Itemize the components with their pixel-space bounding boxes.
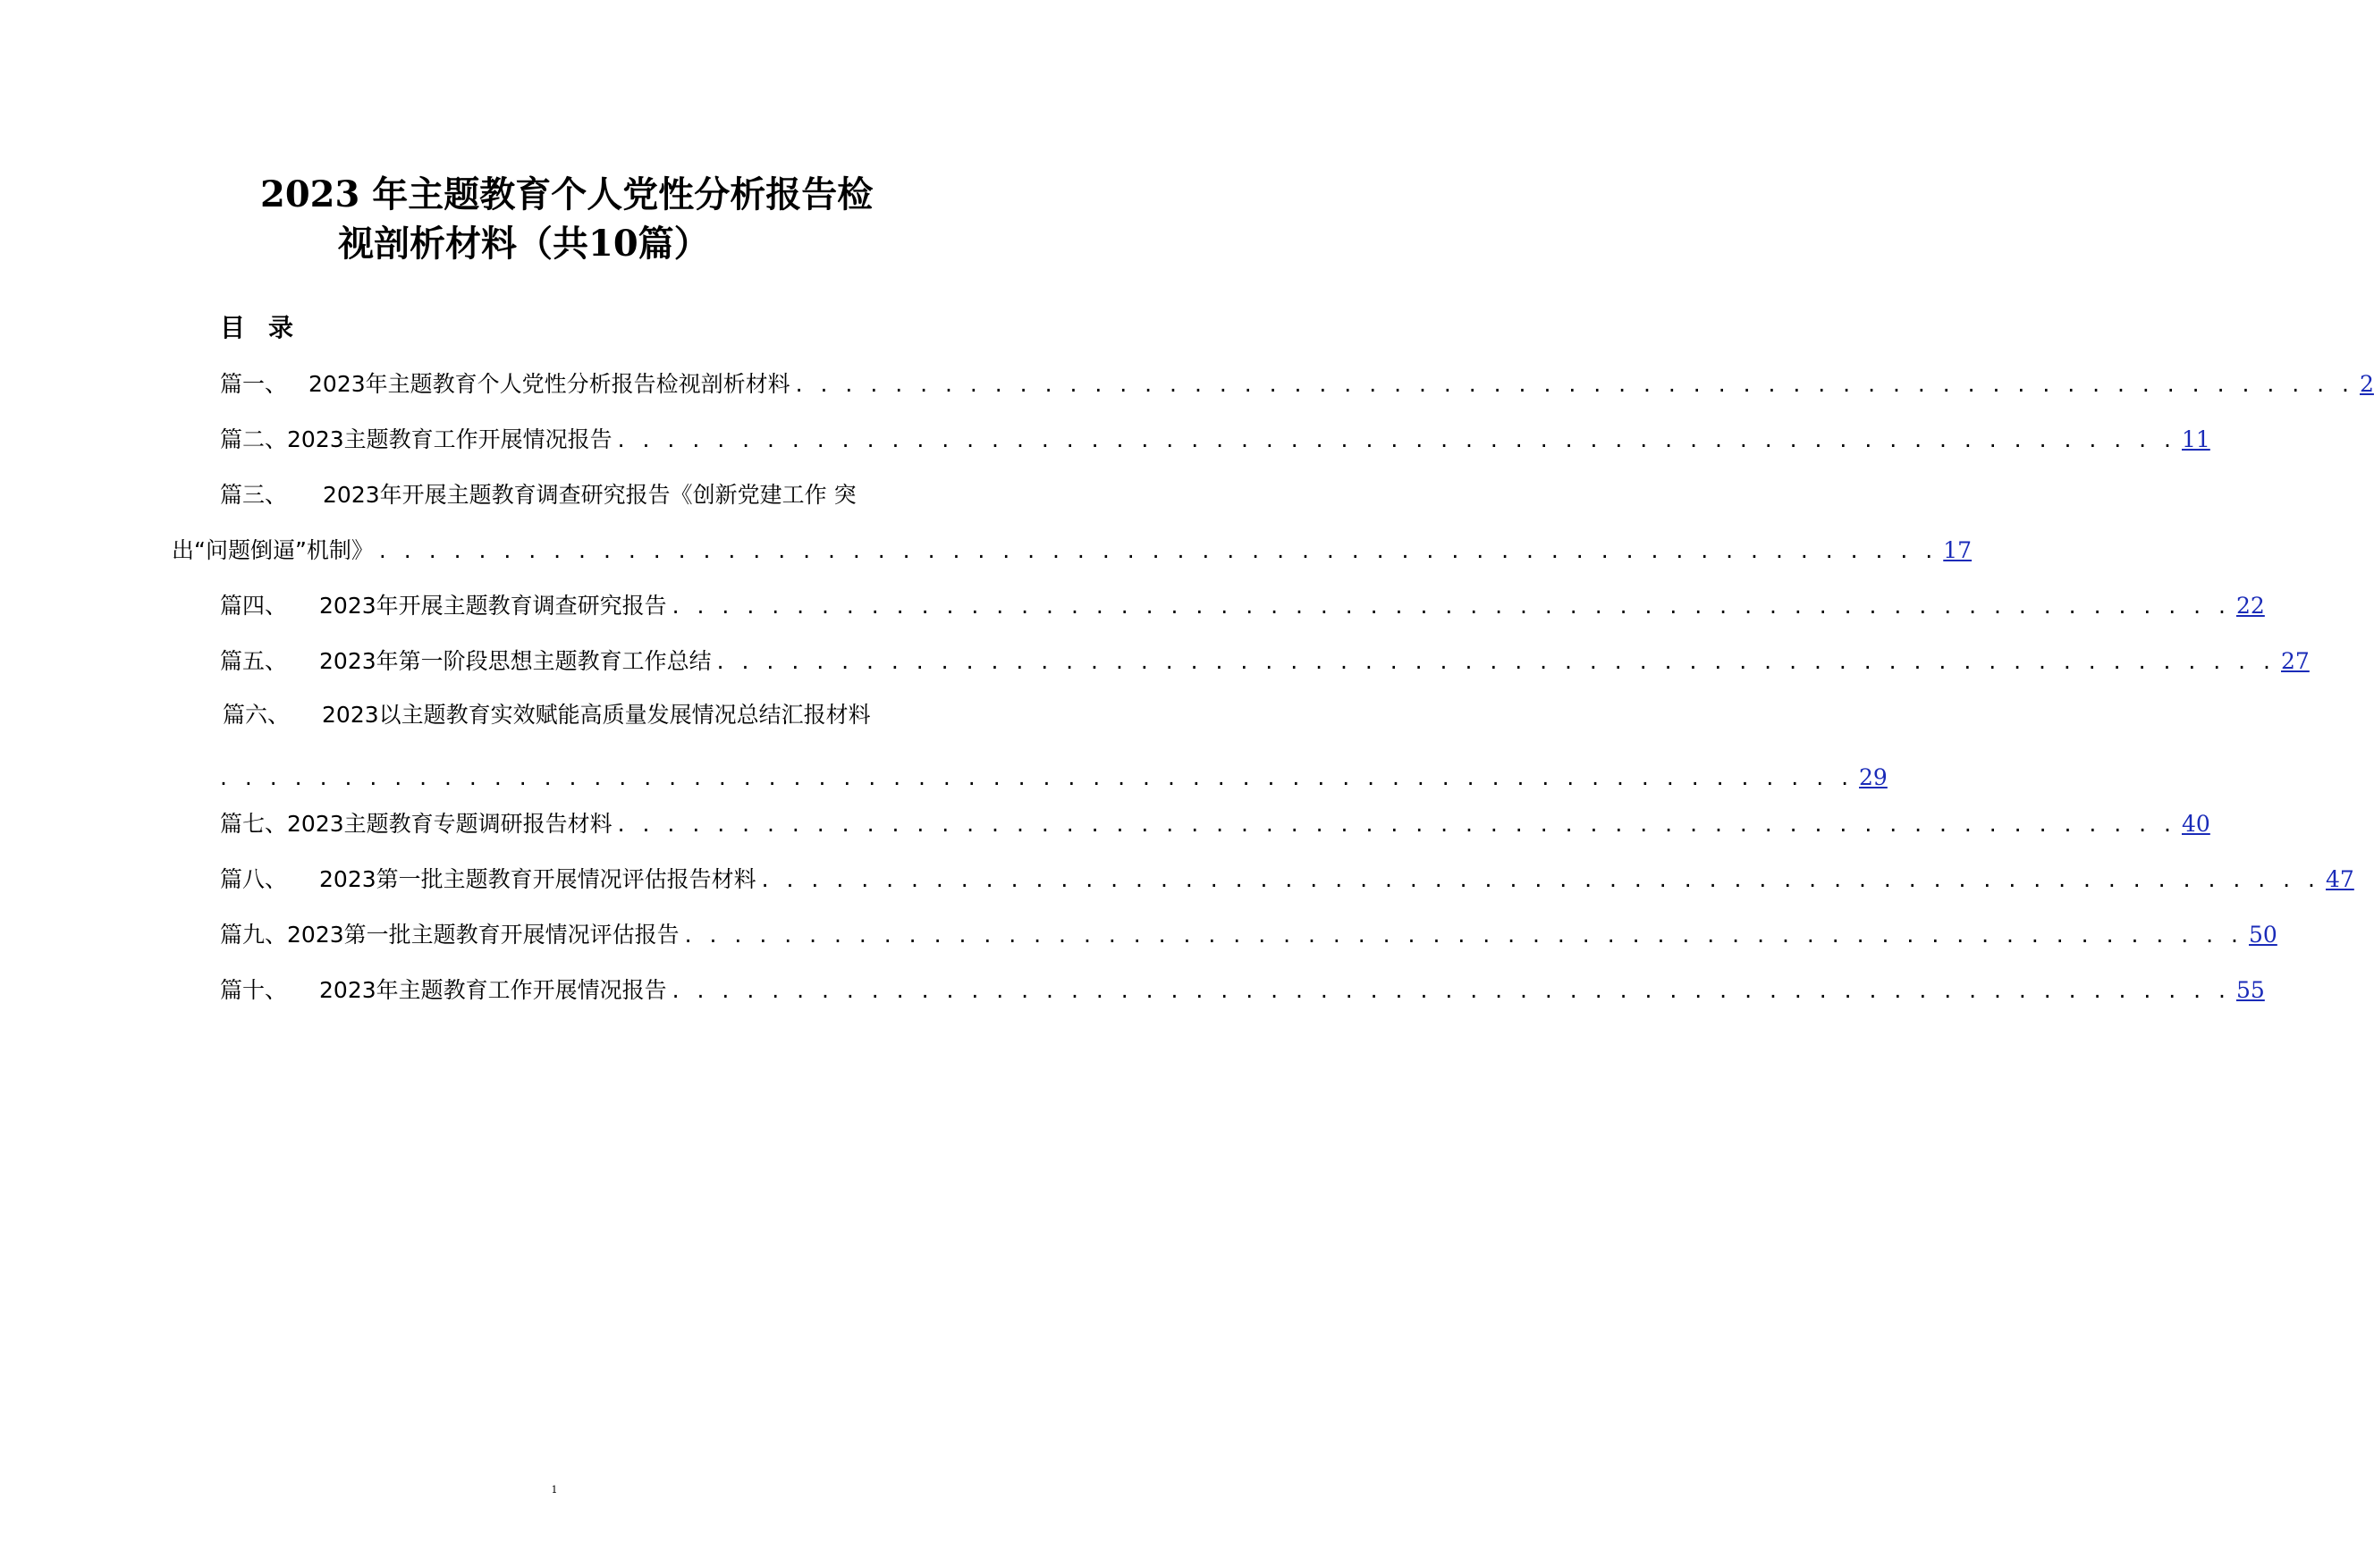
- toc-entry-label: 篇六、: [223, 702, 291, 728]
- toc-entry-text: 2023年第一阶段思想主题教育工作总结: [319, 648, 712, 674]
- toc-heading: 目录: [220, 313, 317, 342]
- toc-entry-1[interactable]: [220, 368, 2374, 400]
- toc-leader-dots: . . . . . . . . . . . . . . . . . . . . . . . . . . . . . . . . . . . . . . . . . . . . . . . . . . . . . . . . . . . . . . .: [672, 977, 2231, 1003]
- toc-leader-dots: . . . . . . . . . . . . . . . . . . . . . . . . . . . . . . . . . . . . . . . . . . . . . . . . . . . . . . . . . . . . . . .: [795, 371, 2354, 397]
- toc-page-link[interactable]: 55: [2236, 977, 2265, 1003]
- toc-page-link[interactable]: 47: [2326, 866, 2354, 892]
- page-number: 1: [551, 1484, 558, 1496]
- toc-entry-6[interactable]: [223, 699, 956, 731]
- toc-page-link[interactable]: 50: [2249, 922, 2277, 948]
- toc-entry-label: 篇八、: [220, 866, 288, 892]
- toc-leader-dots: . . . . . . . . . . . . . . . . . . . . . . . . . . . . . . . . . . . . . . . . . . . . . . . . . . . . . . . . . . . . . . . . . .: [220, 764, 1854, 790]
- toc-page-link[interactable]: 11: [2182, 426, 2210, 452]
- toc-entry-10[interactable]: [220, 974, 2265, 1007]
- toc-entry-4[interactable]: [220, 590, 2265, 622]
- toc-entry-text: 2023主题教育工作开展情况报告: [287, 426, 613, 452]
- toc-page-link[interactable]: 29: [1859, 764, 1888, 790]
- toc-entry-text-continuation: 出“问题倒逼”机制》: [172, 537, 374, 563]
- toc-entry-text: 2023年开展主题教育调查研究报告: [319, 593, 667, 619]
- toc-entry-5[interactable]: [220, 645, 2310, 678]
- toc-entry-label: 篇四、: [220, 593, 288, 619]
- toc-entry-text: 2023以主题教育实效赋能高质量发展情况总结汇报材料: [322, 702, 871, 728]
- toc-entry-label: 篇三、: [220, 482, 288, 508]
- toc-entry-7[interactable]: [220, 808, 2210, 840]
- toc-entry-label: 篇十、: [220, 977, 288, 1003]
- toc-page-link[interactable]: 22: [2236, 593, 2265, 619]
- toc-page-link[interactable]: 27: [2281, 648, 2310, 674]
- toc-leader-dots: . . . . . . . . . . . . . . . . . . . . . . . . . . . . . . . . . . . . . . . . . . . . . . . . . . . . . . . . . . . . . . .: [716, 648, 2276, 674]
- toc-entry-3[interactable]: [220, 479, 935, 511]
- toc-entry-text: 2023年主题教育个人党性分析报告检视剖析材料: [308, 371, 790, 397]
- toc-entry-text: 2023年开展主题教育调查研究报告《创新党建工作 突: [323, 482, 857, 508]
- toc-entry-label: 篇五、: [220, 648, 288, 674]
- toc-entry-text: 2023第一批主题教育开展情况评估报告材料: [319, 866, 756, 892]
- toc-leader-dots: . . . . . . . . . . . . . . . . . . . . . . . . . . . . . . . . . . . . . . . . . . . . . . . . . . . . . . . . . . . . . . .: [761, 866, 2320, 892]
- toc-page-link[interactable]: 40: [2182, 811, 2210, 837]
- toc-entry-label: 篇七、: [220, 811, 288, 837]
- toc-entry-text: 2023主题教育专题调研报告材料: [287, 811, 613, 837]
- toc-entry-label: 篇九、: [220, 922, 288, 948]
- toc-entry-9[interactable]: [220, 919, 2277, 951]
- toc-page-link[interactable]: 2: [2360, 371, 2374, 397]
- toc-leader-dots: . . . . . . . . . . . . . . . . . . . . . . . . . . . . . . . . . . . . . . . . . . . . . . . . . . . . . . . . . . . . . . .: [672, 593, 2231, 619]
- toc-entry-3-continuation[interactable]: [172, 535, 1973, 567]
- document-title-line-1: 2023 年主题教育个人党性分析报告检: [260, 173, 874, 215]
- toc-entry-label: 篇一、: [220, 371, 288, 397]
- toc-leader-dots: . . . . . . . . . . . . . . . . . . . . . . . . . . . . . . . . . . . . . . . . . . . . . . . . . . . . . . . . . . . . . . .: [378, 537, 1939, 563]
- toc-entry-text: 2023年主题教育工作开展情况报告: [319, 977, 667, 1003]
- toc-leader-dots: . . . . . . . . . . . . . . . . . . . . . . . . . . . . . . . . . . . . . . . . . . . . . . . . . . . . . . . . . . . . . . .: [617, 426, 2176, 452]
- toc-entry-label: 篇二、: [220, 426, 288, 452]
- toc-leader-dots: . . . . . . . . . . . . . . . . . . . . . . . . . . . . . . . . . . . . . . . . . . . . . . . . . . . . . . . . . . . . . . .: [617, 811, 2176, 837]
- toc-page-link[interactable]: 17: [1943, 537, 1973, 563]
- toc-entry-8[interactable]: [220, 864, 2354, 896]
- toc-entry-text: 2023第一批主题教育开展情况评估报告: [287, 922, 680, 948]
- toc-entry-2[interactable]: [220, 424, 2210, 456]
- toc-leader-dots: . . . . . . . . . . . . . . . . . . . . . . . . . . . . . . . . . . . . . . . . . . . . . . . . . . . . . . . . . . . . . . .: [684, 922, 2243, 948]
- document-title-line-2: 视剖析材料（共10篇）: [338, 223, 710, 265]
- toc-entry-6-leader[interactable]: [215, 762, 1888, 794]
